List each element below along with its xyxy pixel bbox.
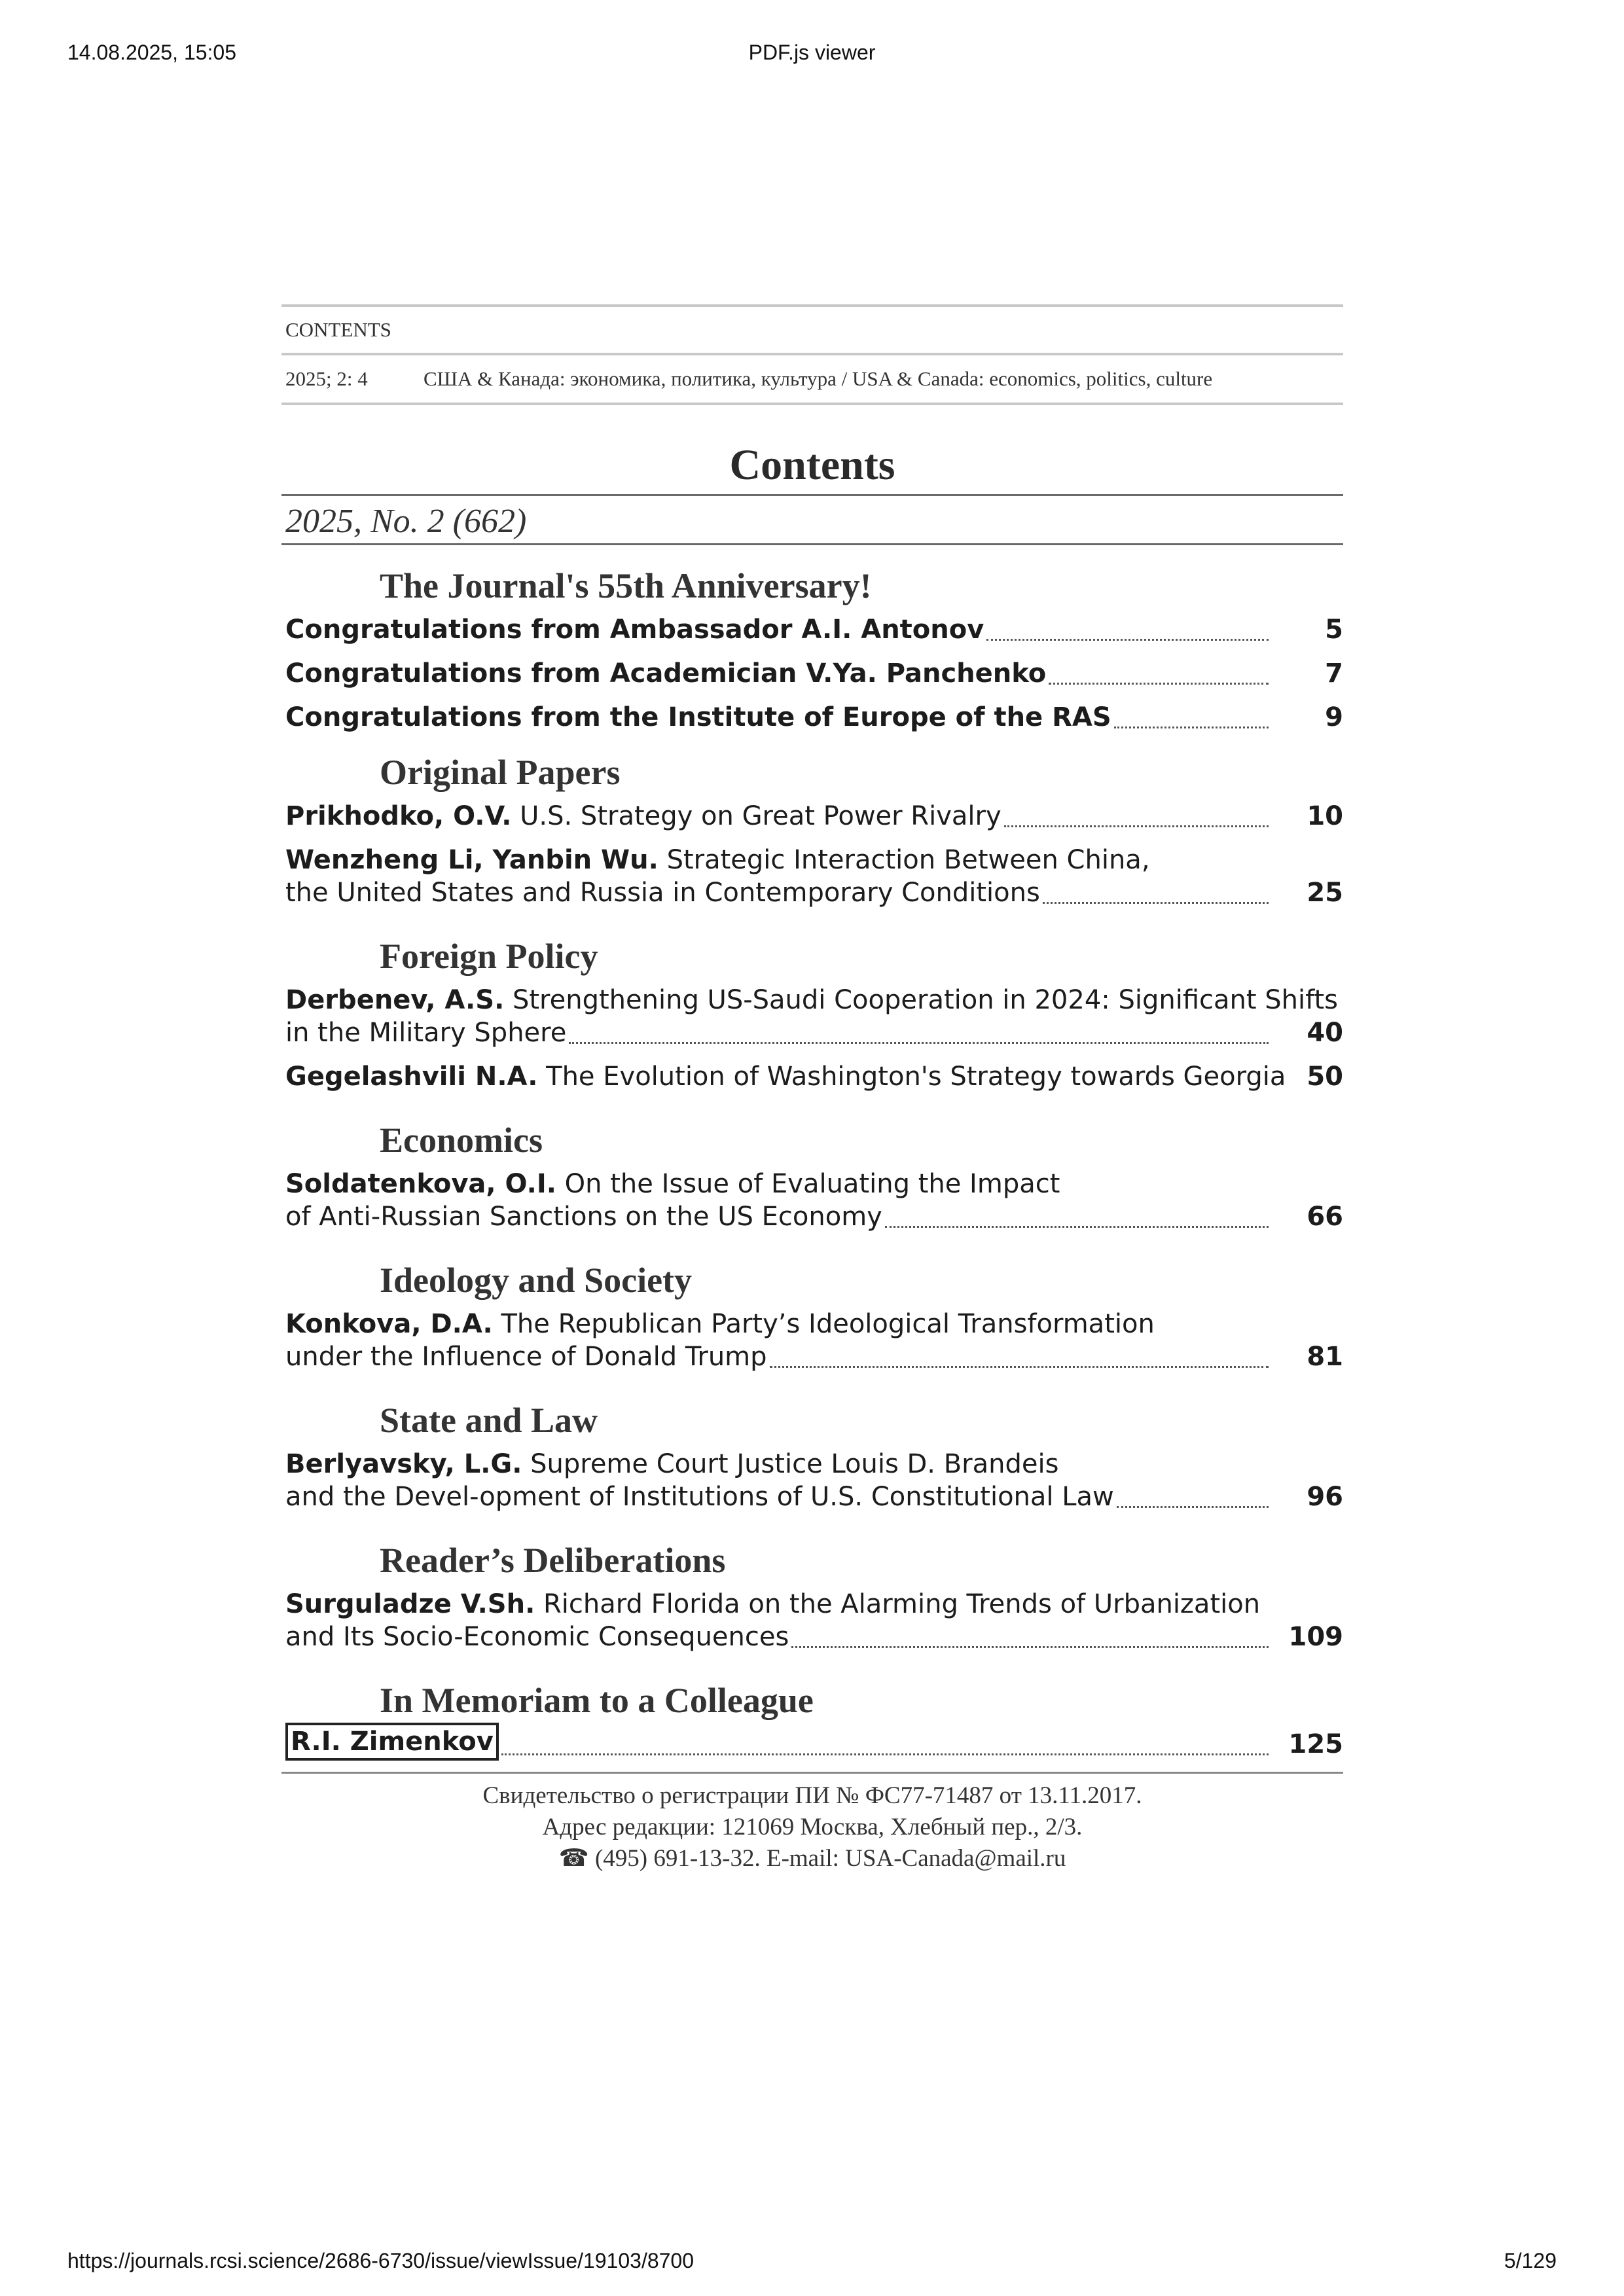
toc-entry-author: Gegelashvili N.A. (285, 1062, 538, 1092)
toc-page-number: 40 (1307, 1018, 1343, 1048)
dot-leader (791, 1646, 1269, 1648)
toc-entry-title: Congratulations from Ambassador A.I. Antonov (285, 615, 984, 645)
toc-page-number: 25 (1307, 878, 1343, 908)
toc-sections (281, 545, 1343, 1761)
toc-entry[interactable] (281, 1060, 1343, 1093)
toc-page-number: 50 (1307, 1062, 1343, 1092)
toc-entry-title: the United States and Russia in Contemporary Conditions (285, 878, 1040, 908)
toc-entry-line (285, 844, 1272, 876)
dot-leader (1043, 902, 1269, 904)
toc-entry-line (285, 1480, 1272, 1513)
toc-entry-line (285, 876, 1272, 909)
colophon-line: Адрес редакции: 121069 Москва, Хлебный пер., 2/3. (542, 1814, 1083, 1840)
toc-entry-author: Derbenev, A.S. (285, 985, 505, 1015)
toc-entry-title: and Its Socio-Economic Consequences (285, 1622, 789, 1652)
toc-entry-title: Congratulations from the Institute of Europe of the RAS (285, 702, 1111, 732)
dot-leader (569, 1042, 1269, 1044)
toc-entry-line (285, 1168, 1272, 1200)
toc-entry[interactable] (281, 1728, 1343, 1761)
toc-entry-author: Konkova, D.A. (285, 1309, 493, 1339)
dot-leader (1004, 825, 1269, 827)
print-title: PDF.js viewer (748, 41, 876, 64)
toc-entry-title: The Republican Party’s Ideological Transformation (501, 1309, 1155, 1339)
toc-entry-line (285, 1308, 1272, 1340)
toc-entry-line (285, 1448, 1272, 1480)
toc-entry-body (285, 1168, 1272, 1233)
citation: 2025; 2: 4 (285, 367, 368, 390)
toc-entry[interactable] (281, 984, 1343, 1049)
toc-entry-body (285, 1060, 1286, 1093)
toc-entry-author: Wenzheng Li, Yanbin Wu. (285, 845, 659, 875)
toc-entry-line (285, 1016, 1272, 1049)
toc-entry[interactable] (281, 844, 1343, 909)
dot-leader (1049, 683, 1269, 685)
header-bottom-rule (281, 403, 1343, 405)
section-heading: State and Law (380, 1401, 598, 1440)
toc-entry-line (285, 613, 1272, 646)
print-page-number: 5/129 (1504, 2249, 1557, 2272)
section-heading: Original Papers (380, 753, 621, 792)
toc-page-number: 66 (1307, 1202, 1343, 1232)
toc-entry-line (285, 1340, 1272, 1373)
toc-entry-body (285, 1588, 1272, 1653)
toc-entry-body (285, 657, 1272, 690)
toc-entry-title: in the Military Sphere (285, 1018, 567, 1048)
dot-leader (501, 1753, 1269, 1755)
toc-entry-title: U.S. Strategy on Great Power Rivalry (520, 801, 1001, 831)
toc-page-number: 10 (1307, 801, 1343, 831)
toc-page-number: 5 (1325, 615, 1343, 645)
colophon-line (281, 1843, 1343, 1874)
dot-leader (885, 1226, 1269, 1228)
section-heading: Ideology and Society (380, 1261, 693, 1300)
toc-page-number: 125 (1288, 1729, 1343, 1759)
toc-entry-line (285, 701, 1272, 734)
toc-entry-title: Supreme Court Justice Louis D. Brandeis (530, 1449, 1059, 1479)
toc-entry[interactable] (281, 1308, 1343, 1373)
toc-entry-body (285, 800, 1272, 833)
toc-entry-line (285, 984, 1339, 1016)
section-heading: In Memoriam to a Colleague (380, 1681, 814, 1720)
toc-entry[interactable] (281, 657, 1343, 690)
toc-page-number: 9 (1325, 702, 1343, 732)
toc-entry[interactable] (281, 1448, 1343, 1513)
section-heading: Foreign Policy (380, 937, 598, 976)
journal-name: США & Канада: экономика, политика, культура / USA & Canada: economics, politics, culture (424, 367, 1213, 390)
toc-entry-line (285, 1621, 1272, 1653)
toc-entry[interactable] (281, 1168, 1343, 1233)
colophon-line: Свидетельство о регистрации ПИ № ФС77-71487 от 13.11.2017. (482, 1782, 1142, 1809)
toc-entry-title: Strengthening US-Saudi Cooperation in 2024: Significant Shifts (512, 985, 1339, 1015)
section-heading: Reader’s Deliberations (380, 1541, 726, 1580)
print-date: 14.08.2025, 15:05 (67, 41, 237, 64)
page-title: Contents (729, 441, 895, 489)
toc-entry-line (285, 657, 1272, 690)
dot-leader (1117, 1506, 1269, 1508)
toc-entry-line (285, 1200, 1272, 1233)
citation-row (281, 355, 1343, 403)
phone-icon: ☎ (558, 1845, 589, 1872)
toc-entry[interactable] (281, 701, 1343, 734)
dot-leader (986, 639, 1269, 641)
toc-entry-title: under the Influence of Donald Trump (285, 1342, 767, 1372)
toc-entry[interactable] (281, 1588, 1343, 1653)
toc-entry-title: The Evolution of Washington's Strategy towards Georgia (546, 1062, 1286, 1092)
toc-entry-author: Berlyavsky, L.G. (285, 1449, 522, 1479)
toc-entry-body (285, 701, 1272, 734)
toc-entry-line (285, 1060, 1286, 1093)
dot-leader (770, 1366, 1269, 1368)
toc-entry-title: Richard Florida on the Alarming Trends of Urbanization (543, 1589, 1261, 1619)
toc-page-number: 109 (1288, 1622, 1343, 1652)
colophon-contact: (495) 691-13-32. E-mail: USA-Canada@mail.ru (594, 1845, 1066, 1872)
toc-entry-body (285, 1448, 1272, 1513)
toc-entry-author: R.I. Zimenkov (285, 1723, 499, 1761)
bottom-rule (281, 1772, 1343, 1774)
colophon (281, 1780, 1343, 1874)
section-heading: The Journal's 55th Anniversary! (380, 566, 872, 605)
toc-entry-body (285, 613, 1272, 646)
toc-entry-title: and the Devel-opment of Institutions of U.S. Constitutional Law (285, 1482, 1114, 1512)
toc-entry[interactable] (281, 800, 1343, 833)
toc-entry-author: Surguladze V.Sh. (285, 1589, 535, 1619)
print-url: https://journals.rcsi.science/2686-6730/issue/viewIssue/19103/8700 (67, 2249, 695, 2272)
toc-entry-title: On the Issue of Evaluating the Impact (564, 1169, 1060, 1199)
dot-leader (1114, 726, 1269, 728)
toc-page-number: 7 (1325, 658, 1343, 689)
toc-entry-author: Prikhodko, O.V. (285, 801, 512, 831)
section-heading: Economics (380, 1121, 543, 1160)
toc-entry-title: of Anti-Russian Sanctions on the US Economy (285, 1202, 882, 1232)
toc-entry-body (285, 1308, 1272, 1373)
section-label (281, 307, 1343, 353)
toc-entry-line (285, 1588, 1272, 1621)
toc-entry-author: Soldatenkova, O.I. (285, 1169, 556, 1199)
toc-entry[interactable] (281, 613, 1343, 646)
toc-entry-body (285, 1723, 1272, 1761)
toc-page-number: 96 (1307, 1482, 1343, 1512)
contents-page (281, 304, 1343, 1874)
toc-page-number: 81 (1307, 1342, 1343, 1372)
toc-entry-line (285, 1723, 1272, 1761)
section-label-text: CONTENTS (285, 318, 391, 341)
toc-entry-title: Strategic Interaction Between China, (666, 845, 1150, 875)
toc-entry-line (285, 800, 1272, 833)
issue-number: 2025, No. 2 (662) (285, 503, 527, 540)
toc-entry-title: Congratulations from Academician V.Ya. Panchenko (285, 658, 1047, 689)
toc-entry-body (285, 844, 1272, 909)
